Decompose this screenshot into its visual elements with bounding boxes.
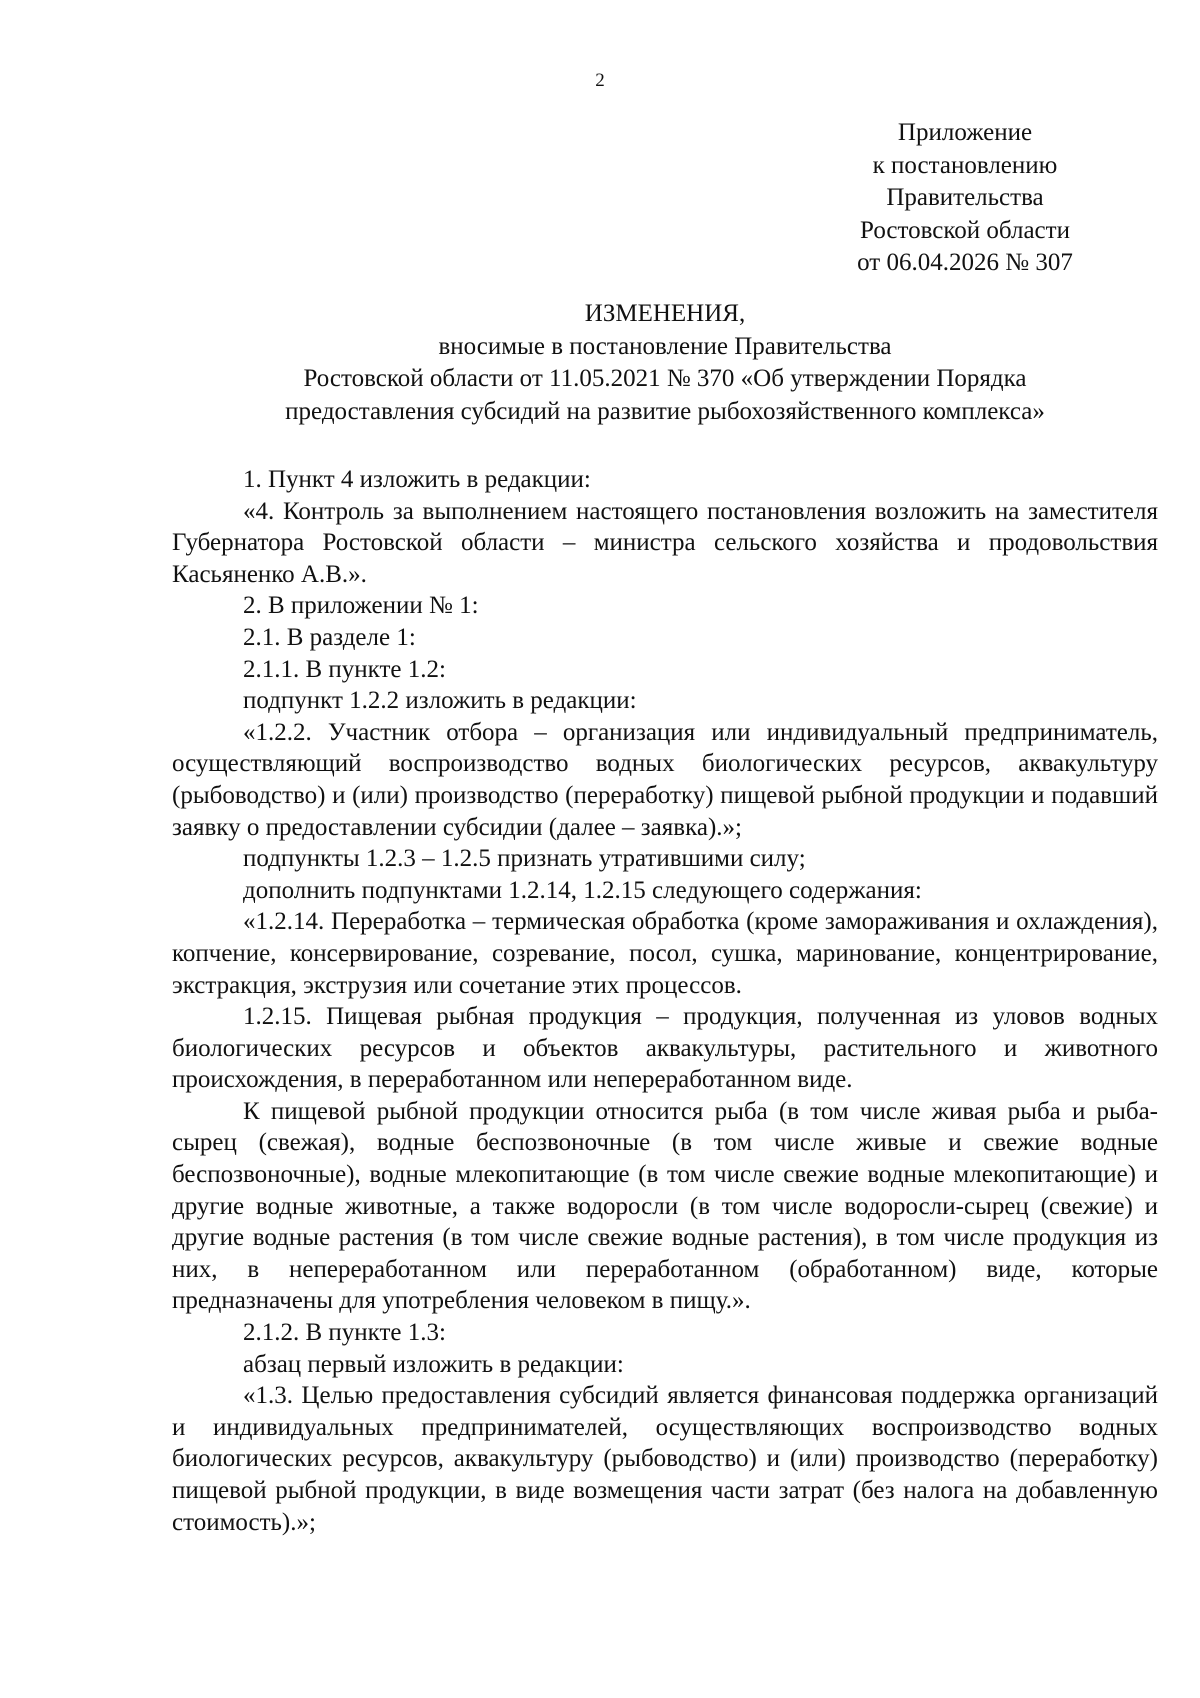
title-subtitle-line: Ростовской области от 11.05.2021 № 370 «Об утверждении Порядка	[303, 365, 1027, 392]
paragraph: абзац первый изложить в редакции:	[243, 1350, 624, 1378]
title-subtitle-line: предоставления субсидий на развитие рыбохозяйственного комплекса»	[285, 397, 1045, 425]
appendix-line: Ростовской области	[860, 216, 1070, 244]
title-subtitle-line: вносимые в постановление Правительства	[438, 332, 892, 360]
paragraph: К пищевой рыбной продукции относится рыба (в том числе живая рыба и рыба-сырец (свежая), водные беспозвоночные (в том числе живые и свежие водные беспозвоночные), водные млекопитающие (в том числе свежие водные млекопитающие) и другие водные животные, а также водоросли (в том числе водоросли-сырец (свежие) и другие водные растения (в том числе свежие водные растения), в том числе продукция из них, в непереработанном или переработанном (обработанном) виде, которые предназначены для употребления человеком в пищу.».	[172, 1097, 1158, 1315]
appendix-line: от 06.04.2026 № 307	[857, 249, 1073, 276]
title-heading: ИЗМЕНЕНИЯ,	[584, 300, 746, 327]
paragraph: «4. Контроль за выполнением настоящего постановления возложить на заместителя Губернатора Ростовской области – министра сельского хозяйства и продовольствия Касьяненко А.В.».	[172, 497, 1158, 588]
paragraph: «1.2.2. Участник отбора – организация или индивидуальный предприниматель, осуществляющий воспроизводство водных биологических ресурсов, аквакультуру (рыбоводство) и (или) производство (переработку) пищевой рыбной продукции и подавший заявку о предоставлении субсидии (далее – заявка).»;	[172, 718, 1158, 841]
paragraph: дополнить подпунктами 1.2.14, 1.2.15 следующего содержания:	[243, 876, 922, 904]
paragraph: 2. В приложении № 1:	[243, 592, 479, 620]
paragraph: «1.2.14. Переработка – термическая обработка (кроме замораживания и охлаждения), копчение, консервирование, созревание, посол, сушка, маринование, концентрирование, экстракция, экструзия или сочетание этих процессов.	[172, 908, 1158, 999]
appendix-line: Правительства	[886, 184, 1044, 211]
paragraph: 1.2.15. Пищевая рыбная продукция – продукция, полученная из уловов водных биологических ресурсов и объектов аквакультуры, растительного и животного происхождения, в переработанном или непереработанном виде.	[172, 1003, 1158, 1094]
paragraph: 2.1.2. В пункте 1.3:	[243, 1319, 446, 1347]
appendix-block	[830, 117, 1100, 280]
paragraph: 2.1.1. В пункте 1.2:	[243, 655, 446, 683]
paragraph: подпункт 1.2.2 изложить в редакции:	[243, 687, 637, 715]
document-body	[172, 464, 1158, 1538]
appendix-line: Приложение	[897, 119, 1033, 146]
paragraph: подпункты 1.2.3 – 1.2.5 признать утратившими силу;	[243, 845, 806, 873]
appendix-line: к постановлению	[872, 151, 1058, 179]
paragraph: 1. Пункт 4 изложить в редакции:	[243, 466, 591, 493]
paragraph: «1.3. Целью предоставления субсидий является финансовая поддержка организаций и индивидуальных предпринимателей, осуществляющих воспроизводство водных биологических ресурсов, аквакультуру (рыбоводство) и (или) производство (переработку) пищевой рыбной продукции, в виде возмещения части затрат (без налога на добавленную стоимость).»;	[172, 1382, 1158, 1536]
page-number: 2	[595, 70, 605, 91]
paragraph: 2.1. В разделе 1:	[243, 623, 416, 651]
document-title	[172, 298, 1158, 428]
